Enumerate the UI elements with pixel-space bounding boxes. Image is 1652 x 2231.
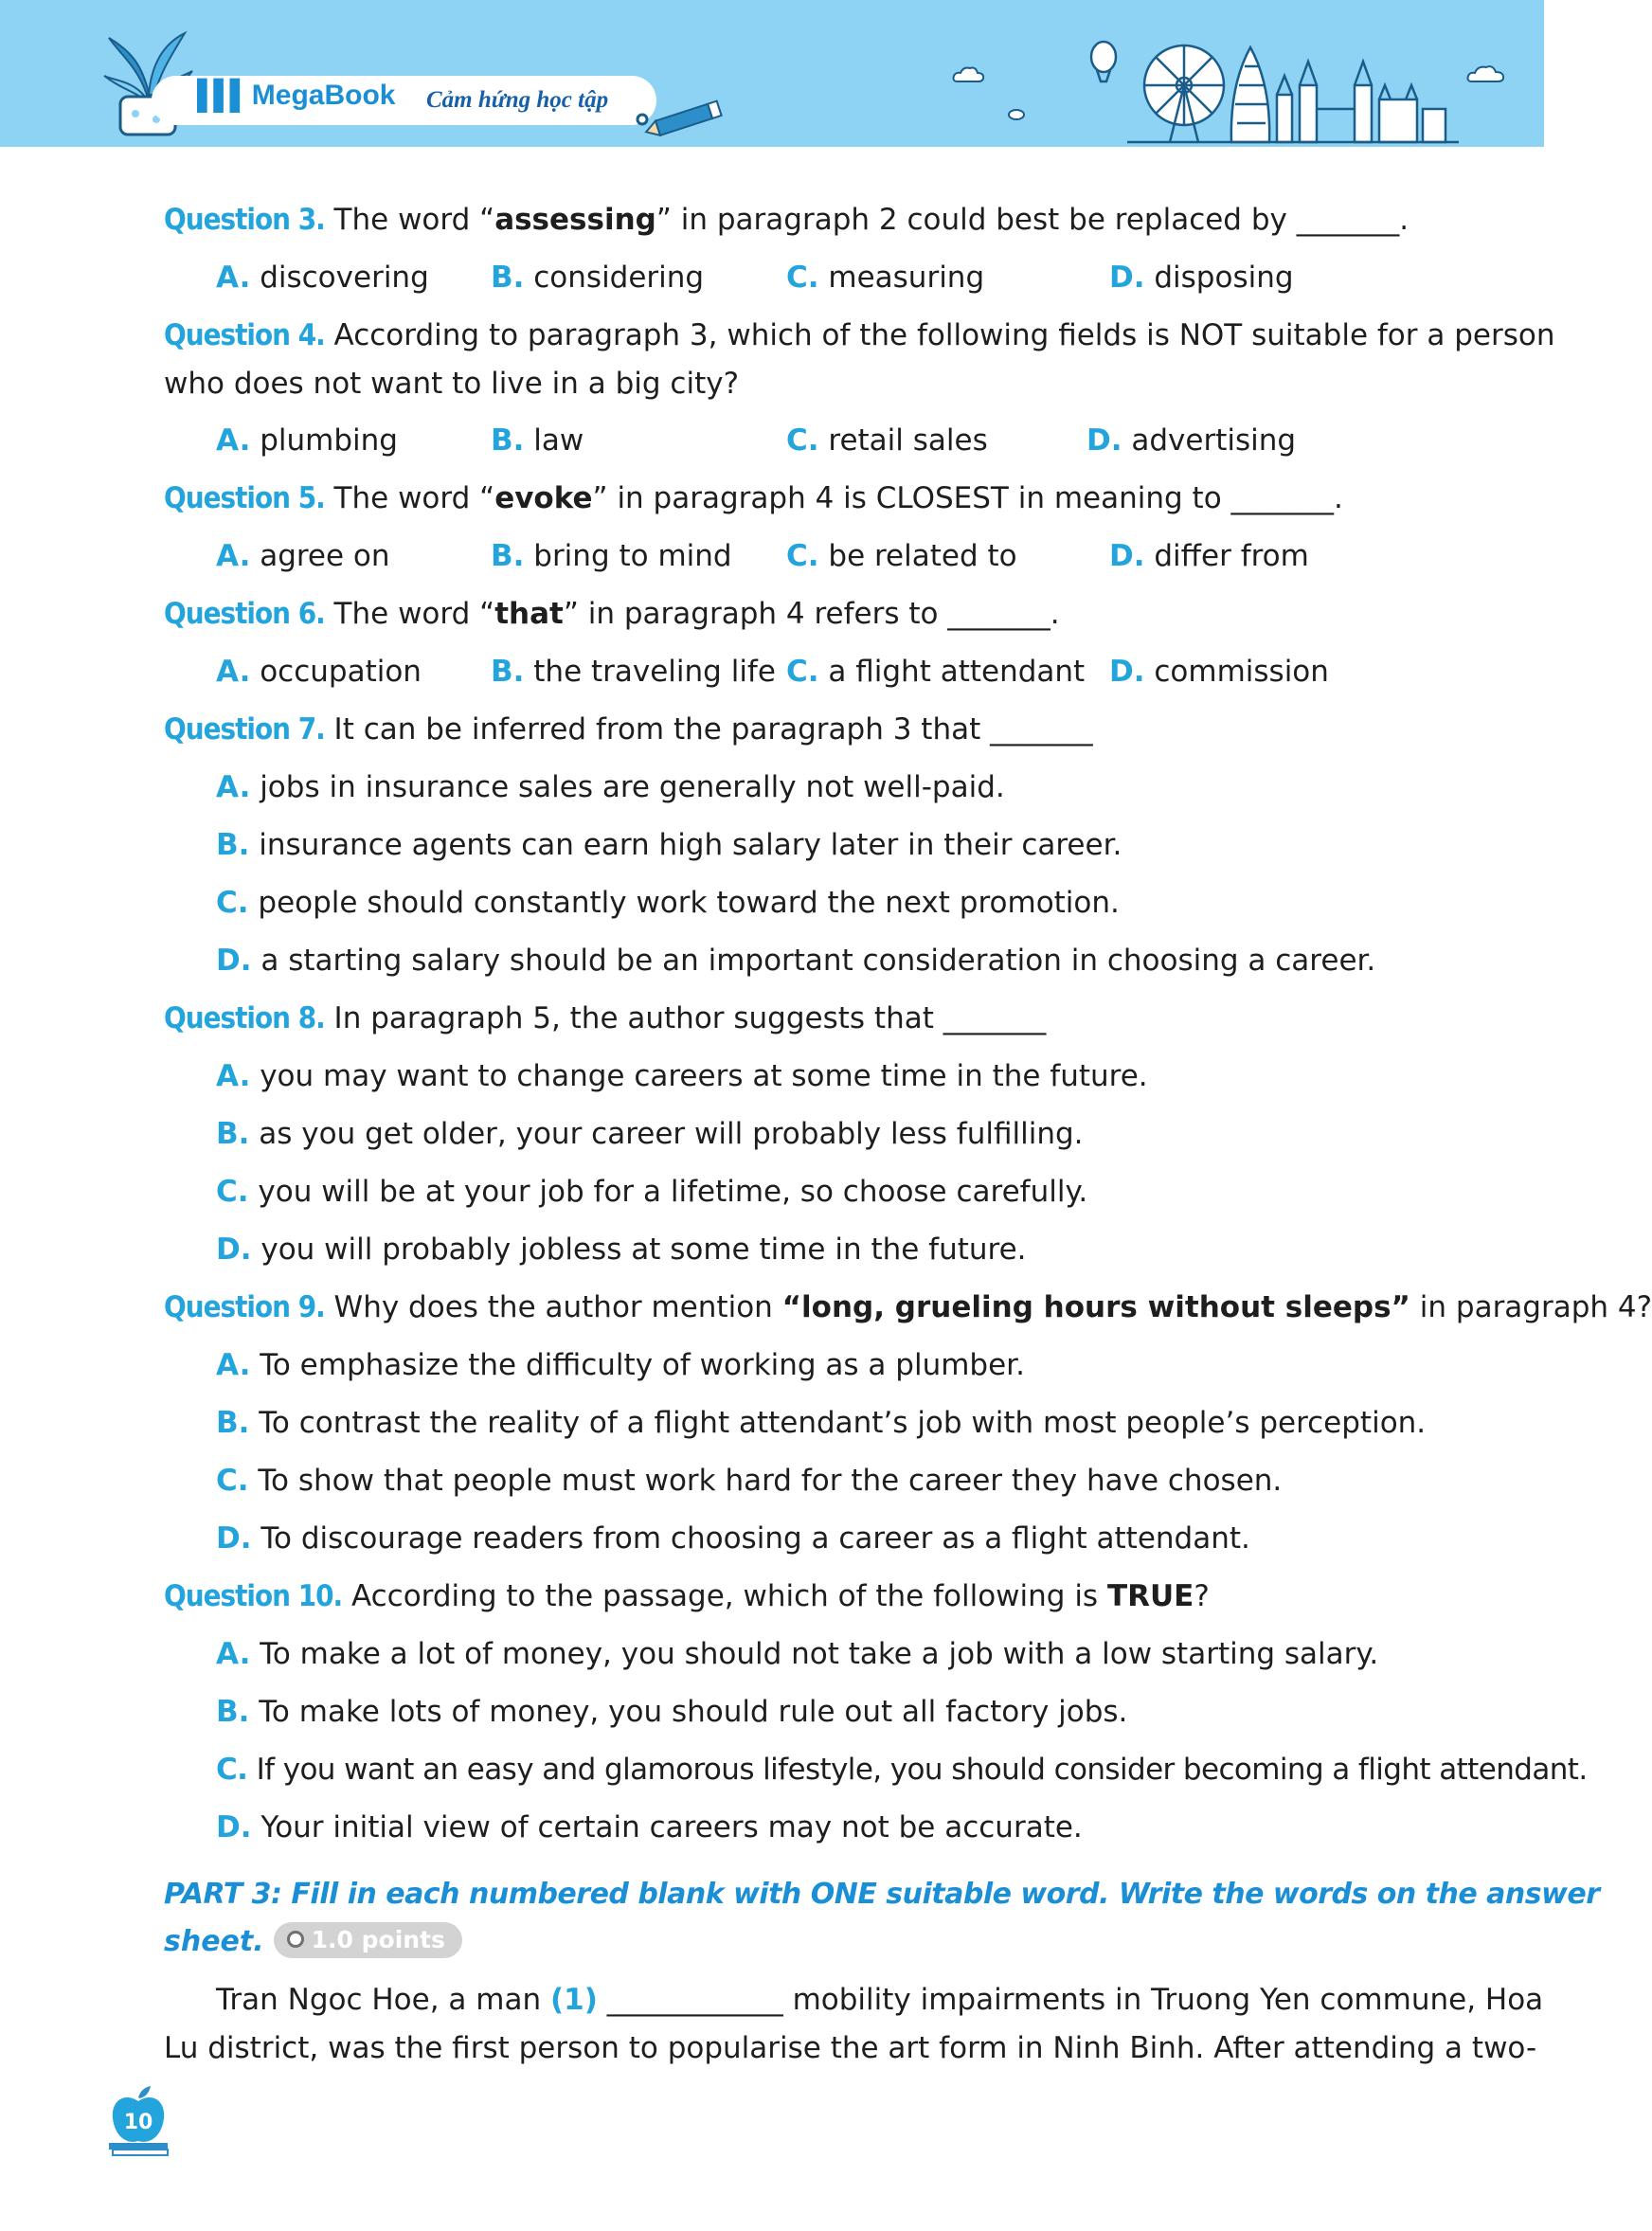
option-label: B. <box>216 1695 250 1729</box>
option-label: A. <box>216 539 251 573</box>
option-text: be related to <box>818 539 1017 573</box>
question-4-stem-cont: who does not want to live in a big city? <box>164 367 740 401</box>
question-9-stem <box>164 1288 1652 1326</box>
option-label: D. <box>216 1521 252 1556</box>
option-text: commission <box>1144 655 1329 689</box>
option-text: advertising <box>1122 423 1297 458</box>
option-label: B. <box>491 655 525 689</box>
option-text: jobs in insurance sales are generally not well-paid. <box>250 770 1005 804</box>
pencil-icon <box>633 99 727 138</box>
option-d[interactable] <box>1086 422 1296 459</box>
question-text: The word “ <box>324 481 495 515</box>
question-label: Question 4. <box>164 318 325 352</box>
question-8-stem <box>164 999 1046 1037</box>
apple-page-number-icon <box>107 2084 173 2160</box>
option-text: agree on <box>250 539 390 573</box>
circle-icon <box>287 1931 304 1948</box>
option-label: D. <box>216 944 252 978</box>
option-label: C. <box>216 886 249 920</box>
option-text: discovering <box>250 261 429 295</box>
question-text: ” in paragraph 2 could best be replaced by _______. <box>655 203 1410 237</box>
option-text: To emphasize the difficulty of working as a plumber. <box>250 1348 1025 1382</box>
option-b[interactable] <box>491 653 776 691</box>
option-c[interactable] <box>786 422 988 459</box>
option-label: D. <box>216 1810 252 1844</box>
points-badge <box>274 1922 462 1958</box>
question-4-stem <box>164 316 1554 354</box>
cloud-icon <box>1466 63 1506 85</box>
option-a[interactable] <box>216 1057 1148 1095</box>
city-skyline-illustration <box>1118 28 1468 147</box>
question-label: Question 10. <box>164 1579 343 1613</box>
option-label: C. <box>786 655 819 689</box>
question-label: Question 3. <box>164 203 325 237</box>
option-b[interactable] <box>491 537 732 575</box>
question-label: Question 6. <box>164 597 325 631</box>
option-text: To discourage readers from choosing a career as a flight attendant. <box>251 1521 1250 1556</box>
question-text: According to the passage, which of the following is <box>342 1579 1107 1613</box>
option-label: B. <box>491 423 525 458</box>
option-text: insurance agents can earn high salary later in their career. <box>249 828 1122 862</box>
option-a[interactable] <box>216 422 398 459</box>
option-label: B. <box>216 1406 250 1440</box>
passage-text: ____________ mobility impairments in Truong Yen commune, Hoa <box>597 1983 1544 2017</box>
option-b[interactable] <box>216 1404 1426 1442</box>
option-label: B. <box>491 539 525 573</box>
option-label: C. <box>786 539 819 573</box>
option-c[interactable] <box>216 1173 1087 1211</box>
option-label: A. <box>216 423 251 458</box>
option-label: C. <box>216 1753 248 1787</box>
option-text: To make a lot of money, you should not take a job with a low starting salary. <box>250 1637 1379 1671</box>
option-text: measuring <box>818 261 985 295</box>
option-label: D. <box>1109 261 1145 295</box>
option-d[interactable] <box>216 1808 1083 1846</box>
question-5-stem <box>164 479 1343 517</box>
keyword: that <box>494 597 564 631</box>
option-label: D. <box>1086 423 1122 458</box>
option-label: D. <box>216 1232 252 1267</box>
option-text: To contrast the reality of a flight attendant’s job with most people’s perception. <box>249 1406 1427 1440</box>
option-c[interactable] <box>216 1462 1282 1500</box>
option-label: C. <box>216 1464 249 1498</box>
question-label: Question 5. <box>164 481 325 515</box>
option-text: bring to mind <box>524 539 732 573</box>
points-text: 1.0 points <box>311 1925 445 1953</box>
option-text: disposing <box>1144 261 1294 295</box>
blank-number: (1) <box>549 1983 598 2017</box>
option-text: you will be at your job for a lifetime, so choose carefully. <box>248 1175 1088 1209</box>
question-text: Why does the author mention <box>324 1290 782 1324</box>
option-a[interactable] <box>216 259 429 297</box>
option-label: B. <box>491 261 525 295</box>
option-b[interactable] <box>216 1115 1084 1153</box>
option-a[interactable] <box>216 768 1005 806</box>
question-text: in paragraph 4? <box>1410 1290 1652 1324</box>
option-text: a flight attendant <box>818 655 1086 689</box>
brand-logo: ▌▌▌ MegaBook <box>197 80 396 111</box>
option-label: A. <box>216 261 251 295</box>
question-3-stem <box>164 201 1409 239</box>
option-text: law <box>524 423 584 458</box>
question-7-stem <box>164 711 1093 748</box>
option-label: C. <box>216 1175 249 1209</box>
cloud-icon <box>952 64 986 85</box>
option-b[interactable] <box>216 1693 1127 1731</box>
passage-line-1 <box>216 1981 1543 2019</box>
option-label: A. <box>216 1637 251 1671</box>
option-c[interactable] <box>216 1751 1588 1789</box>
option-b[interactable] <box>491 422 584 459</box>
option-d[interactable] <box>1109 653 1329 691</box>
option-text: plumbing <box>250 423 398 458</box>
option-text: as you get older, your career will probably less fulfilling. <box>249 1117 1084 1151</box>
passage-text: Tran Ngoc Hoe, a man <box>216 1983 550 2017</box>
option-text: people should constantly work toward the next promotion. <box>248 886 1120 920</box>
question-10-stem <box>164 1577 1210 1615</box>
option-text: retail sales <box>818 423 988 458</box>
option-text: the traveling life <box>524 655 776 689</box>
page-number: 10 <box>123 2111 153 2134</box>
question-text: ? <box>1194 1579 1210 1613</box>
keyword: “long, grueling hours without sleeps” <box>781 1290 1410 1324</box>
part-3-heading-text: sheet. <box>164 1925 264 1958</box>
brand-slogan: Cảm hứng học tập <box>426 87 609 113</box>
option-text: a starting salary should be an important consideration in choosing a career. <box>251 944 1376 978</box>
option-text: Your initial view of certain careers may not be accurate. <box>251 1810 1083 1844</box>
question-label: Question 8. <box>164 1001 325 1035</box>
option-label: B. <box>216 1117 250 1151</box>
option-label: A. <box>216 1348 251 1382</box>
question-label: Question 9. <box>164 1290 325 1324</box>
option-c[interactable] <box>786 537 1017 575</box>
question-6-stem <box>164 595 1060 633</box>
option-label: A. <box>216 1059 251 1093</box>
option-text: considering <box>524 261 705 295</box>
question-text: According to paragraph 3, which of the following fields is NOT suitable for a person <box>324 318 1555 352</box>
option-label: D. <box>1109 655 1145 689</box>
passage-line-2: Lu district, was the first person to popularise the art form in Ninh Binh. After attending a two- <box>164 2031 1537 2065</box>
question-text: ” in paragraph 4 refers to _______. <box>563 597 1060 631</box>
option-label: D. <box>1109 539 1145 573</box>
question-text: ” in paragraph 4 is CLOSEST in meaning to _______. <box>592 481 1343 515</box>
option-a[interactable] <box>216 1635 1378 1673</box>
page-header-banner <box>0 0 1544 147</box>
option-label: A. <box>216 655 251 689</box>
cloud-icon <box>1007 108 1026 121</box>
option-label: A. <box>216 770 251 804</box>
part-3-heading-cont <box>164 1923 462 1961</box>
question-text: In paragraph 5, the author suggests that _______ <box>324 1001 1047 1035</box>
option-b[interactable] <box>216 826 1122 864</box>
option-text: you may want to change careers at some time in the future. <box>250 1059 1148 1093</box>
option-d[interactable] <box>1109 259 1294 297</box>
option-text: To show that people must work hard for the career they have chosen. <box>248 1464 1283 1498</box>
option-d[interactable] <box>216 942 1375 980</box>
option-text: If you want an easy and glamorous lifestyle, you should consider becoming a flight attendant. <box>247 1753 1588 1787</box>
option-a[interactable] <box>216 1346 1025 1384</box>
option-text: you will probably jobless at some time in the future. <box>251 1232 1027 1267</box>
option-d[interactable] <box>216 1520 1250 1557</box>
option-d[interactable] <box>1109 537 1309 575</box>
option-text: To make lots of money, you should rule out all factory jobs. <box>249 1695 1128 1729</box>
option-a[interactable] <box>216 537 390 575</box>
option-text: differ from <box>1144 539 1309 573</box>
question-text: It can be inferred from the paragraph 3 that _______ <box>324 712 1093 747</box>
option-b[interactable] <box>491 259 704 297</box>
question-label: Question 7. <box>164 712 325 747</box>
option-text: occupation <box>250 655 422 689</box>
option-a[interactable] <box>216 653 422 691</box>
option-label: B. <box>216 828 250 862</box>
question-text: The word “ <box>324 203 495 237</box>
question-text: The word “ <box>324 597 495 631</box>
keyword: TRUE <box>1106 1579 1194 1613</box>
option-d[interactable] <box>216 1231 1027 1268</box>
option-c[interactable] <box>216 884 1120 922</box>
part-3-heading: PART 3: Fill in each numbered blank with ONE suitable word. Write the words on the answer <box>164 1878 1600 1911</box>
option-c[interactable] <box>786 259 984 297</box>
option-c[interactable] <box>786 653 1085 691</box>
keyword: evoke <box>494 481 593 515</box>
option-label: C. <box>786 423 819 458</box>
keyword: assessing <box>494 203 656 237</box>
option-label: C. <box>786 261 819 295</box>
